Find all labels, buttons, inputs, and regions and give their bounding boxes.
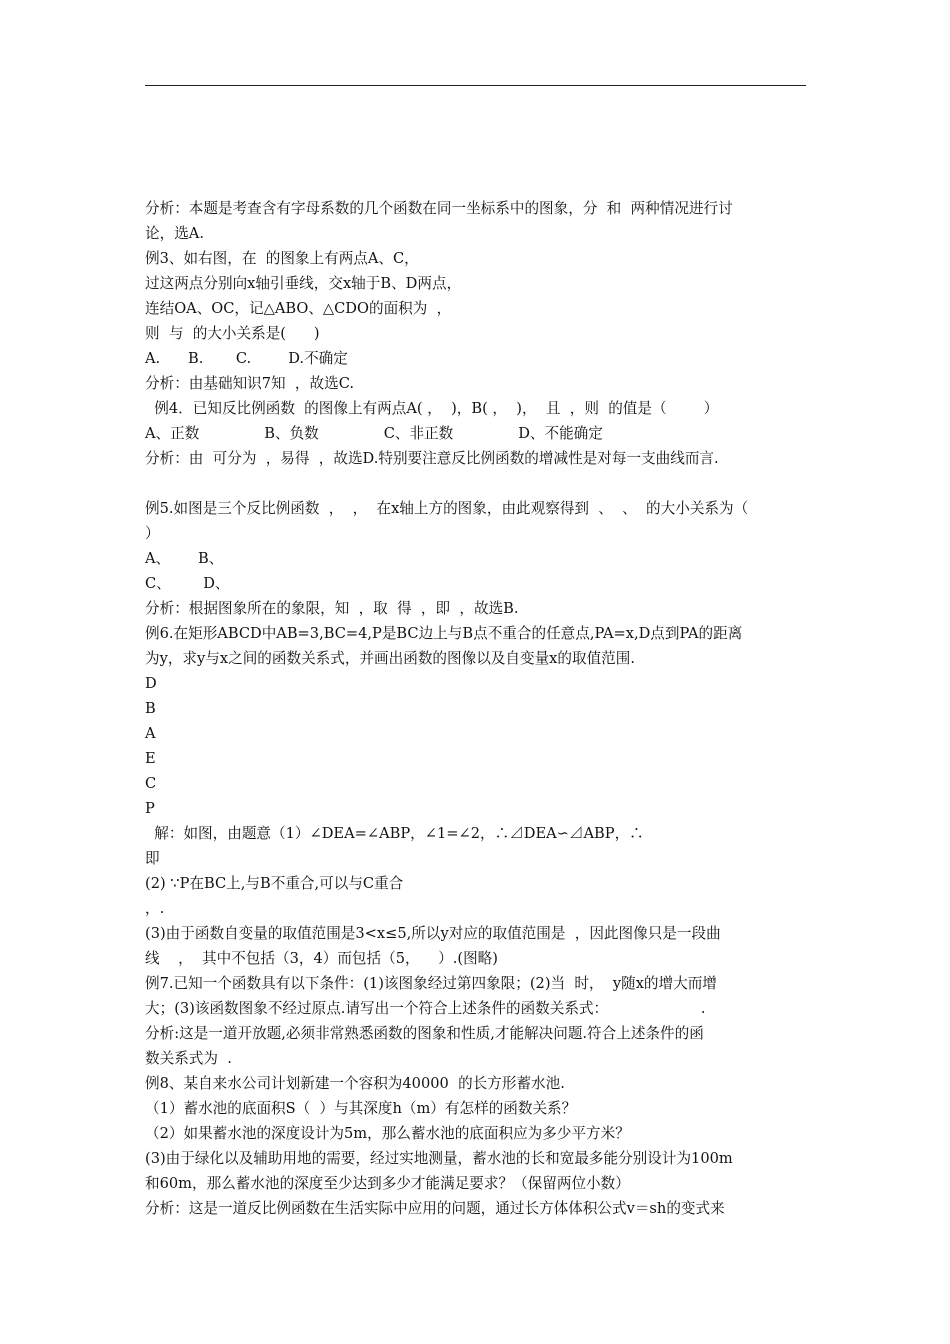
text-line: 例8、某自来水公司计划新建一个容积为40000 的长方形蓄水池. bbox=[145, 1075, 565, 1092]
text-line: ） bbox=[145, 525, 160, 542]
figure-label: B bbox=[145, 700, 156, 717]
header-rule bbox=[145, 85, 806, 86]
text-line: A、 B、 bbox=[145, 550, 224, 567]
blank-line bbox=[145, 471, 810, 496]
text-line: 分析:这是一道开放题,必须非常熟悉函数的图象和性质,才能解决问题.符合上述条件的函 bbox=[145, 1025, 704, 1042]
text-line: ，. bbox=[145, 900, 165, 917]
figure-label: E bbox=[145, 750, 156, 767]
text-line: 例6.在矩形ABCD中AB=3,BC=4,P是BC边上与B点不重合的任意点,PA=x,D点到PA的距离 bbox=[145, 625, 743, 642]
document-body bbox=[145, 196, 810, 1221]
figure-label: P bbox=[145, 800, 155, 817]
figure-label: A bbox=[145, 725, 156, 742]
text-line: 连结OA、OC，记△ABO、△CDO的面积为 ， bbox=[145, 300, 452, 317]
figure-label: C bbox=[145, 775, 157, 792]
text-line: (3)由于绿化以及辅助用地的需要，经过实地测量，蓄水池的长和宽最多能分别设计为100m bbox=[145, 1150, 733, 1167]
text-line: 线 ， 其中不包括（3，4）而包括（5， ）.(图略) bbox=[145, 950, 498, 967]
text-line: 则 与 的大小关系是( ) bbox=[145, 325, 320, 342]
text-line: 解：如图，由题意（1）∠DEA=∠ABP，∠1=∠2，∴⊿DEA∽⊿ABP，∴ bbox=[145, 825, 644, 842]
text-line: (3)由于函数自变量的取值范围是3<x≤5,所以y对应的取值范围是 ，因此图像只是一段曲 bbox=[145, 925, 721, 942]
text-line: 为y，求y与x之间的函数关系式，并画出函数的图像以及自变量x的取值范围. bbox=[145, 650, 635, 667]
text-line: C、 D、 bbox=[145, 575, 230, 592]
text-line: 例4．已知反比例函数 的图像上有两点A( ， )，B( ， )， 且 ，则 的值是（ ） bbox=[145, 400, 719, 417]
text-line: 分析：本题是考查含有字母系数的几个函数在同一坐标系中的图象，分 和 两种情况进行讨 bbox=[145, 200, 733, 217]
text-line: （1）蓄水池的底面积S（ ）与其深度h（m）有怎样的函数关系？ bbox=[145, 1100, 577, 1117]
text-line: 例3、如右图，在 的图象上有两点A、C， bbox=[145, 250, 419, 267]
text-line: （2）如果蓄水池的深度设计为5m，那么蓄水池的底面积应为多少平方米？ bbox=[145, 1125, 630, 1142]
figure-label: D bbox=[145, 675, 157, 692]
text-line: 分析：这是一道反比例函数在生活实际中应用的问题，通过长方体体积公式v＝sh的变式来 bbox=[145, 1200, 725, 1217]
text-line: 分析：由基础知识7知 ，故选C. bbox=[145, 375, 354, 392]
text-line: A. B. C. D.不确定 bbox=[145, 350, 348, 367]
text-line: (2) ∵P在BC上,与B不重合,可以与C重合 bbox=[145, 875, 404, 892]
text-line: 例7.已知一个函数具有以下条件：(1)该图象经过第四象限；(2)当 时， y随x的增大而增 bbox=[145, 975, 717, 992]
text-line: 例5.如图是三个反比例函数 ， ， 在x轴上方的图象，由此观察得到 、 、 的大小关系为（ bbox=[145, 500, 749, 517]
text-line: 分析：根据图象所在的象限，知 ，取 得 ，即 ，故选B. bbox=[145, 600, 519, 617]
text-line: 大；(3)该函数图象不经过原点.请写出一个符合上述条件的函数关系式： . bbox=[145, 1000, 706, 1017]
text-line: 即 bbox=[145, 850, 160, 867]
text-line: 和60m，那么蓄水池的深度至少达到多少才能满足要求？（保留两位小数） bbox=[145, 1175, 630, 1192]
text-line: A、正数 B、负数 C、非正数 D、不能确定 bbox=[145, 425, 603, 442]
text-line: 分析：由 可分为 ，易得 ，故选D.特别要注意反比例函数的增减性是对每一支曲线而言. bbox=[145, 450, 719, 467]
text-line: 论，选A. bbox=[145, 225, 204, 242]
text-line: 过这两点分别向x轴引垂线，交x轴于B、D两点， bbox=[145, 275, 462, 292]
text-line: 数关系式为 . bbox=[145, 1050, 232, 1067]
